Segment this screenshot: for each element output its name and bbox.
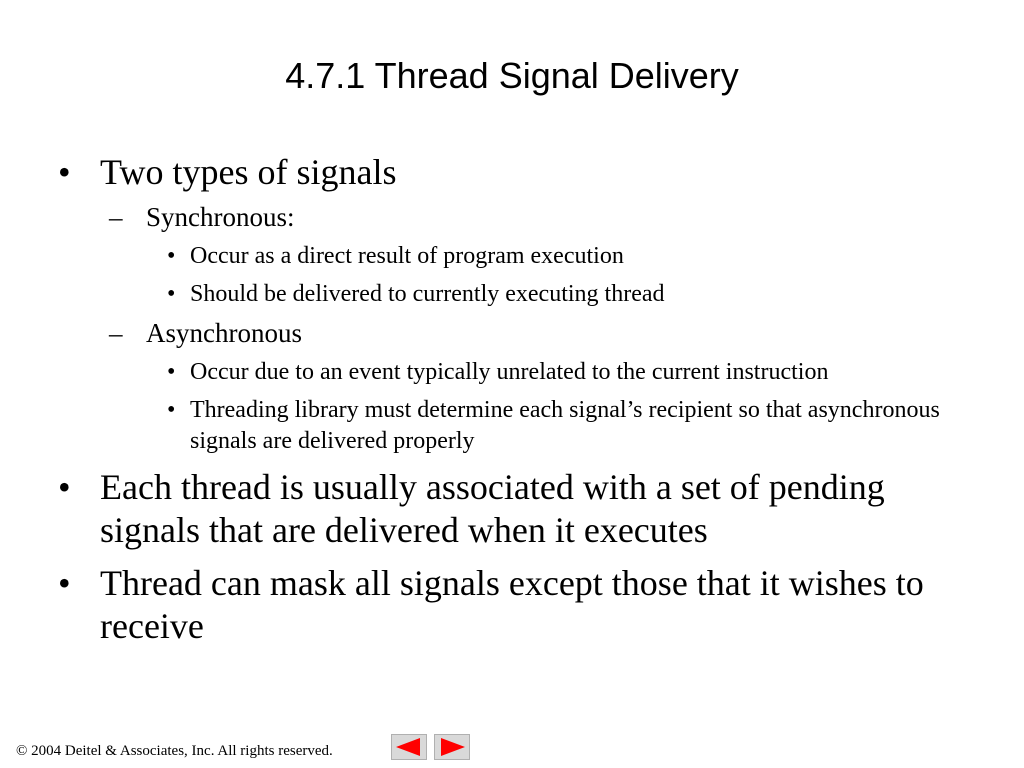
dash-marker: – <box>109 318 123 348</box>
bullet-marker: • <box>167 359 176 385</box>
detail-bullet-threading-library <box>167 395 970 457</box>
bullet-marker: • <box>58 563 71 603</box>
arrow-left-icon <box>392 735 426 759</box>
bullet-two-types-of-signals <box>58 151 980 194</box>
bullet-marker: • <box>58 152 71 192</box>
bullet-marker: • <box>167 397 176 423</box>
detail-bullet-unrelated-event <box>167 357 970 388</box>
slide-title: 4.7.1 Thread Signal Delivery <box>285 55 739 96</box>
arrow-right-icon <box>435 735 469 759</box>
sub-bullet-text: Synchronous: <box>146 202 295 232</box>
copyright-footer: © 2004 Deitel & Associates, Inc. All rights reserved. <box>16 743 333 759</box>
sub-bullet-text: Asynchronous <box>146 318 302 348</box>
bullet-text: Two types of signals <box>100 152 397 192</box>
sub-bullet-synchronous <box>109 201 966 233</box>
bullet-marker: • <box>58 467 71 507</box>
previous-slide-button[interactable] <box>391 734 427 760</box>
detail-bullet-direct-result <box>167 241 970 272</box>
sub-bullet-asynchronous <box>109 317 966 349</box>
dash-marker: – <box>109 202 123 232</box>
bullet-text: Each thread is usually associated with a set of pending signals that are delivered when it executes <box>100 467 885 550</box>
bullet-marker: • <box>167 243 176 269</box>
detail-bullet-text: Occur due to an event typically unrelated to the current instruction <box>190 359 829 385</box>
detail-bullet-text: Threading library must determine each signal’s recipient so that asynchronous signals are delivered properly <box>190 397 940 454</box>
bullet-marker: • <box>167 281 176 307</box>
detail-bullet-text: Should be delivered to currently executing thread <box>190 281 665 307</box>
detail-bullet-currently-executing <box>167 279 970 310</box>
next-slide-button[interactable] <box>434 734 470 760</box>
bullet-text: Thread can mask all signals except those that it wishes to receive <box>100 563 924 646</box>
detail-bullet-text: Occur as a direct result of program execution <box>190 243 624 269</box>
bullet-mask-signals <box>58 562 980 648</box>
bullet-pending-signals <box>58 466 980 552</box>
